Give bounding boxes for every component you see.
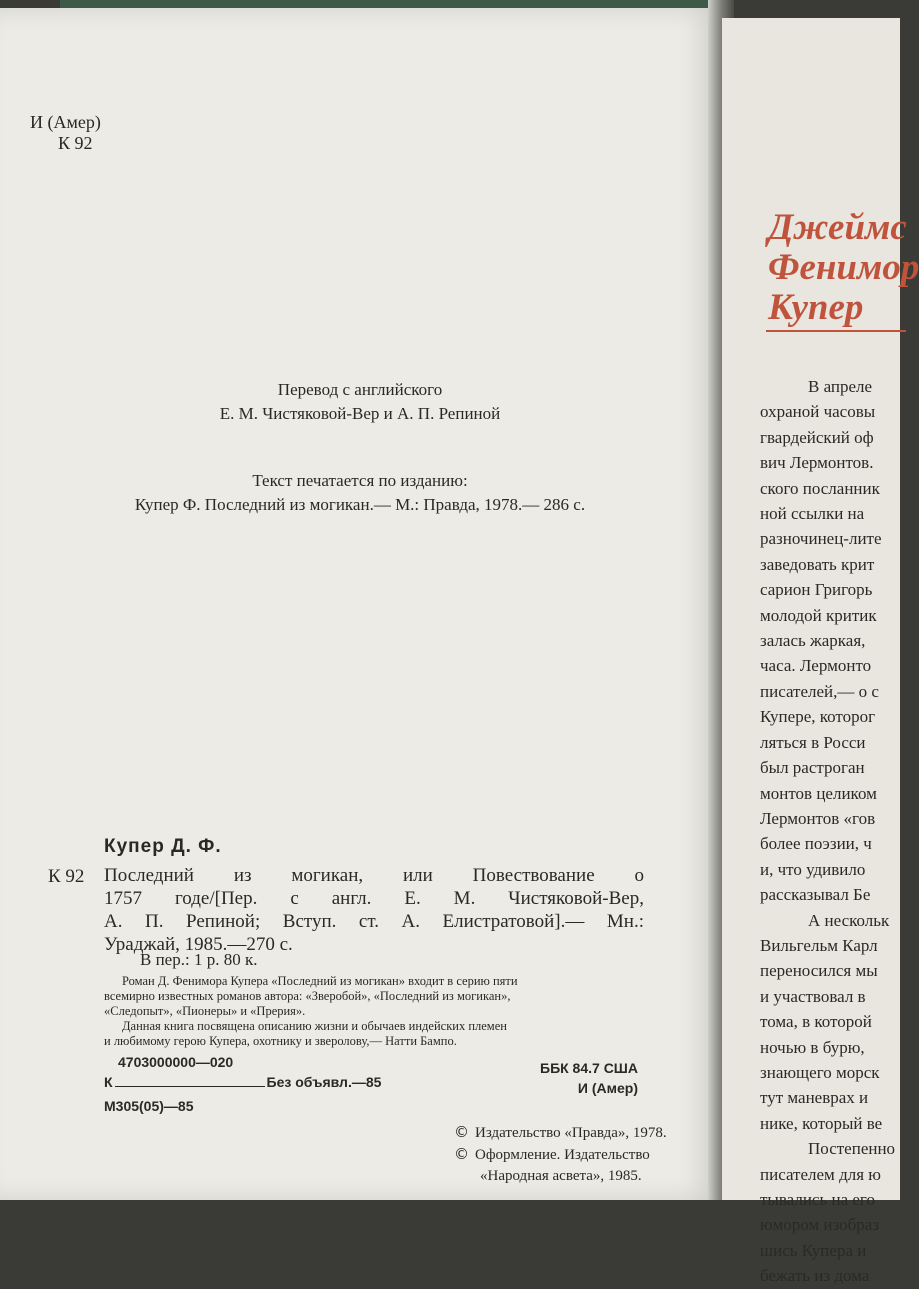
annotation-line: Роман Д. Фенимора Купера «Последний из могикан» входит в серию пяти — [122, 974, 518, 988]
body-text-line: Вильгельм Карл — [760, 935, 878, 955]
copyright-line: «Народная асвета», 1985. — [480, 1168, 642, 1184]
body-text-line: нике, который ве — [760, 1113, 883, 1133]
body-text-line: сарион Григорь — [760, 580, 873, 600]
translation-line: Перевод с английского — [277, 380, 443, 399]
catalog-code: К 92 — [48, 866, 85, 887]
annotation-line: всемирно известных романов автора: «Зверобой», «Последний из могикан», — [104, 989, 511, 1003]
isbn-note: Без объявл.—85 — [266, 1074, 382, 1090]
body-text-line: молодой критик — [760, 605, 877, 625]
right-page — [722, 18, 919, 1286]
body-text-line: вич Лермонтов. — [760, 453, 874, 473]
body-text-line: и, что удивило — [760, 859, 866, 879]
catalog-line: Ураджай, 1985.—270 с. — [104, 934, 293, 955]
catalog-line: 1757 годе/[Пер. с англ. Е. М. Чистяковой-Вер, — [104, 888, 644, 909]
body-text-line: А нескольк — [808, 910, 890, 930]
body-text-line: знающего морск — [760, 1062, 880, 1082]
body-text-line: писателем для ю — [760, 1164, 881, 1184]
source-line: Купер Ф. Последний из могикан.— М.: Правда, 1978.— 286 с. — [134, 495, 586, 514]
price: В пер.: 1 р. 80 к. — [140, 950, 258, 969]
bbk-code: И (Амер) — [577, 1080, 638, 1096]
isbn-divider — [115, 1086, 265, 1087]
source-edition — [0, 469, 720, 517]
body-text-line: часа. Лермонто — [760, 656, 872, 676]
body-text-line: юмором изобраз — [760, 1215, 880, 1235]
chapter-title-line: Джеймс — [768, 207, 907, 248]
body-text-line: писателей,— о с — [760, 681, 879, 701]
body-text-line: Лермонтов «гов — [760, 808, 876, 828]
bbk-number: ББК 84.7 США — [540, 1060, 638, 1076]
copyright-icon: © — [454, 1145, 469, 1163]
library-code-line: К 92 — [58, 133, 93, 153]
source-line: Текст печатается по изданию: — [252, 471, 468, 490]
left-page — [0, 8, 720, 1200]
translation-line: Е. М. Чистяковой-Вер и А. П. Репиной — [219, 404, 501, 423]
body-text-line: ляться в Росси — [760, 732, 866, 752]
catalog-line: Последний из могикан, или Повествование о — [104, 865, 644, 886]
body-text-line: и участвовал в — [760, 986, 866, 1006]
copyright-line: Издательство «Правда», 1978. — [475, 1125, 667, 1141]
body-text-line: более поэзии, ч — [760, 834, 872, 854]
body-text-line: разночинец-лите — [760, 529, 882, 549]
body-text-line: был растроган — [760, 758, 865, 778]
body-text-line: тывались на его — [760, 1190, 875, 1209]
catalog-line: А. П. Репиной; Вступ. ст. А. Елистратовой].— Мн.: — [104, 911, 644, 932]
body-text-line: ной ссылки на — [760, 504, 865, 524]
body-text-line: Купере, которог — [760, 707, 876, 727]
body-text-line: ского посланник — [760, 478, 880, 498]
body-text-line: шись Купера и — [760, 1240, 867, 1260]
body-text — [760, 374, 895, 1289]
body-text-line: В апреле — [808, 377, 873, 396]
library-code — [30, 112, 101, 154]
chapter-title-line: Фенимор — [768, 247, 919, 288]
body-text-line: рассказывал Бе — [760, 885, 871, 905]
copyright-line: Оформление. Издательство — [475, 1147, 650, 1163]
body-text-line: бежать из дома — [760, 1266, 870, 1286]
chapter-title — [768, 208, 919, 328]
copyright-block — [454, 1122, 667, 1187]
catalog-author: Купер Д. Ф. — [104, 836, 222, 857]
body-text-line: тома, в которой — [760, 1012, 872, 1032]
copyright-icon: © — [454, 1123, 469, 1141]
translation-credit — [0, 378, 720, 426]
isbn-letter: К — [104, 1074, 113, 1090]
body-text-line: залась жаркая, — [760, 631, 866, 651]
isbn-number: 4703000000—020 — [118, 1054, 234, 1070]
chapter-title-line: Купер — [768, 287, 864, 328]
body-text-line: монтов целиком — [760, 783, 877, 803]
body-text-line: охраной часовы — [760, 402, 876, 422]
library-code-line: И (Амер) — [30, 112, 101, 132]
isbn-series: М305(05)—85 — [104, 1098, 194, 1114]
body-text-line: гвардейский оф — [760, 427, 874, 447]
catalog-description — [104, 864, 644, 956]
body-text-line: ночью в бурю, — [760, 1037, 865, 1057]
title-rule — [766, 330, 906, 332]
isbn-block — [104, 1052, 381, 1116]
bbk-block — [520, 1058, 638, 1098]
annotation-line: Данная книга посвящена описанию жизни и обычаев индейских племен — [122, 1019, 507, 1033]
annotation-line: «Следопыт», «Пионеры» и «Прерия». — [104, 1004, 306, 1018]
annotation-line: и любимому герою Купера, охотнику и зверолову,— Натти Бампо. — [104, 1034, 457, 1048]
annotation — [104, 974, 640, 1049]
body-text-line: заведовать крит — [760, 554, 875, 574]
body-text-line: Постепенно — [808, 1139, 896, 1159]
body-text-line: переносился мы — [760, 961, 878, 981]
body-text-line: тут маневрах и — [760, 1088, 869, 1108]
